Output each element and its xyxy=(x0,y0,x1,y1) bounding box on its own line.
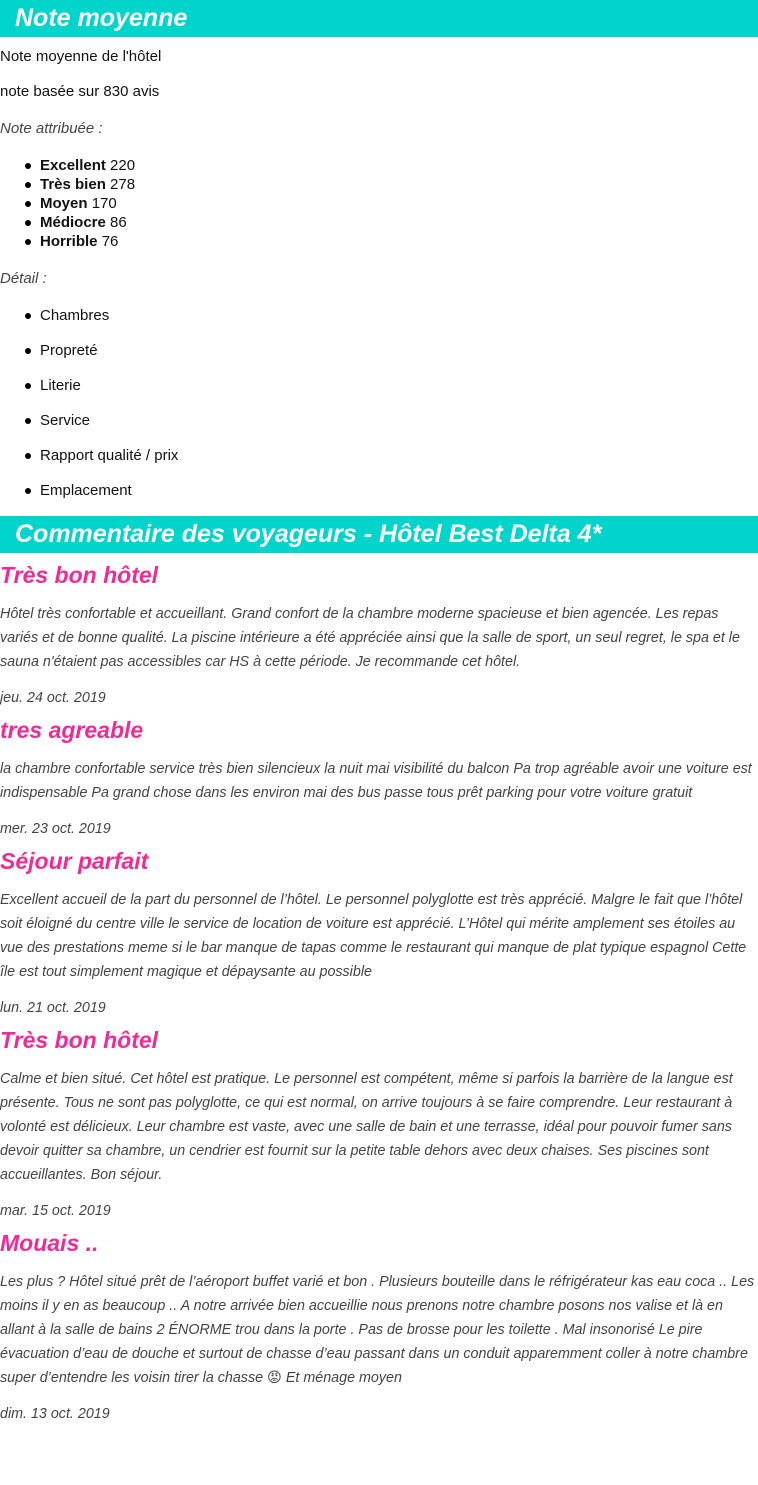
rating-item-mediocre xyxy=(0,213,758,232)
bullet-icon xyxy=(25,220,31,226)
review-card xyxy=(0,1221,758,1424)
review-text: Excellent accueil de la part du personnel de l’hôtel. Le personnel polyglotte est très apprécié. Malgre le fait que l’hôtel soit éloigné du centre ville le service de location de voiture est apprécié. L’Hôtel qui mérite amplement ses étoiles au vue des prestations meme si le bar manque de tapas comme le restaurant qui manque de plat typique espagnol Cette île est tout simplement magique et dépaysante au possible xyxy=(0,892,747,980)
rating-name: Très bien xyxy=(40,176,106,193)
review-title: Très bon hôtel xyxy=(0,562,159,588)
review-date: dim. 13 oct. 2019 xyxy=(0,1406,110,1422)
detail-item-rapport-qualite-prix xyxy=(0,446,758,465)
review-date: jeu. 24 oct. 2019 xyxy=(0,690,106,706)
assigned-rating-label: Note attribuée : xyxy=(0,120,103,137)
detail-item-emplacement xyxy=(0,481,758,500)
bullet-icon xyxy=(25,453,31,459)
rating-item-horrible xyxy=(0,232,758,251)
rating-breakdown-list xyxy=(0,156,758,251)
detail-item-service xyxy=(0,411,758,430)
review-card xyxy=(0,708,758,839)
detail-item-proprete xyxy=(0,341,758,360)
rating-count: 170 xyxy=(91,195,117,212)
detail-item-literie xyxy=(0,376,758,395)
rating-item-excellent xyxy=(0,156,758,175)
bullet-icon xyxy=(25,239,31,245)
detail-label-text: Emplacement xyxy=(40,482,132,499)
detail-label-text: Rapport qualité / prix xyxy=(40,447,179,464)
bullet-icon xyxy=(25,313,31,319)
review-title: Mouais .. xyxy=(0,1230,99,1256)
detail-list xyxy=(0,306,758,500)
rating-name: Médiocre xyxy=(40,214,106,231)
rating-heading: Note moyenne xyxy=(0,0,758,37)
rating-item-moyen xyxy=(0,194,758,213)
review-card xyxy=(0,553,758,708)
bullet-icon xyxy=(25,182,31,188)
review-text: Hôtel très confortable et accueillant. Grand confort de la chambre moderne spacieuse et bien agencée. Les repas variés et de bonne qualité. La piscine intérieure a été appréciée ainsi que la salle de sport, un seul regret, le spa et le sauna n'étaient pas accessibles car HS à cette période. Je recommande cet hôtel. xyxy=(0,606,740,670)
review-text: la chambre confortable service très bien silencieux la nuit mai visibilité du balcon Pa trop agréable avoir une voiture est indispensable Pa grand chose dans les environ mai des bus passe tous prêt parking pour votre voiture gratuit xyxy=(0,761,752,801)
review-date: mer. 23 oct. 2019 xyxy=(0,821,111,837)
detail-label: Détail : xyxy=(0,270,47,287)
rating-count: 86 xyxy=(110,214,127,231)
bullet-icon xyxy=(25,348,31,354)
bullet-icon xyxy=(25,201,31,207)
rating-name: Excellent xyxy=(40,157,106,174)
bullet-icon xyxy=(25,488,31,494)
review-title: tres agreable xyxy=(0,717,144,743)
rating-name: Horrible xyxy=(40,233,98,250)
rating-count: 76 xyxy=(101,233,119,250)
bullet-icon xyxy=(25,418,31,424)
review-title: Séjour parfait xyxy=(0,848,149,874)
rating-count: 220 xyxy=(110,157,136,174)
rating-item-tres-bien xyxy=(0,175,758,194)
rating-count: 278 xyxy=(110,176,136,193)
detail-label-text: Service xyxy=(40,412,91,429)
rating-subtitle: Note moyenne de l'hôtel xyxy=(0,48,162,65)
detail-label-text: Chambres xyxy=(40,307,110,324)
review-card xyxy=(0,839,758,1018)
bullet-icon xyxy=(25,163,31,169)
review-date: lun. 21 oct. 2019 xyxy=(0,1000,106,1016)
review-text: Les plus ? Hôtel situé prêt de l’aéroport buffet varié et bon . Plusieurs bouteille dans le réfrigérateur kas eau coca .. Les moins il y en as beaucoup .. A notre arrivée bien accueillie nous prenons notre chambre posons nos valise et là en allant à la salle de bains 2 ÉNORME trou dans la porte . Pas de brosse pour les toilette . Mal insonorisé Le pire évacuation d’eau de douche et surtout de chasse d’eau passant dans un conduit apparemment coller à notre chambre super d’entendre les voisin tirer la chasse 😡 Et ménage moyen xyxy=(0,1274,755,1386)
review-title: Très bon hôtel xyxy=(0,1027,159,1053)
review-card xyxy=(0,1018,758,1221)
detail-label-text: Literie xyxy=(40,377,81,394)
comments-heading: Commentaire des voyageurs - Hôtel Best Delta 4* xyxy=(0,516,758,553)
detail-item-chambres xyxy=(0,306,758,325)
review-date: mar. 15 oct. 2019 xyxy=(0,1203,111,1219)
bullet-icon xyxy=(25,383,31,389)
detail-label-text: Propreté xyxy=(40,342,98,359)
review-count: note basée sur 830 avis xyxy=(0,83,160,100)
rating-name: Moyen xyxy=(40,195,88,212)
review-text: Calme et bien situé. Cet hôtel est pratique. Le personnel est compétent, même si parfois la barrière de la langue est présente. Tous ne sont pas polyglotte, ce qui est normal, on arrive toujours à se faire comprendre. Leur restaurant à volonté est délicieux. Leur chambre est vaste, avec une salle de bain et une terrasse, idéal pour pouvoir fumer sans devoir quitter sa chambre, un cendrier est fournit sur la petite table dehors avec deux chaises. Ses piscines sont accueillantes. Bon séjour. xyxy=(0,1071,733,1183)
